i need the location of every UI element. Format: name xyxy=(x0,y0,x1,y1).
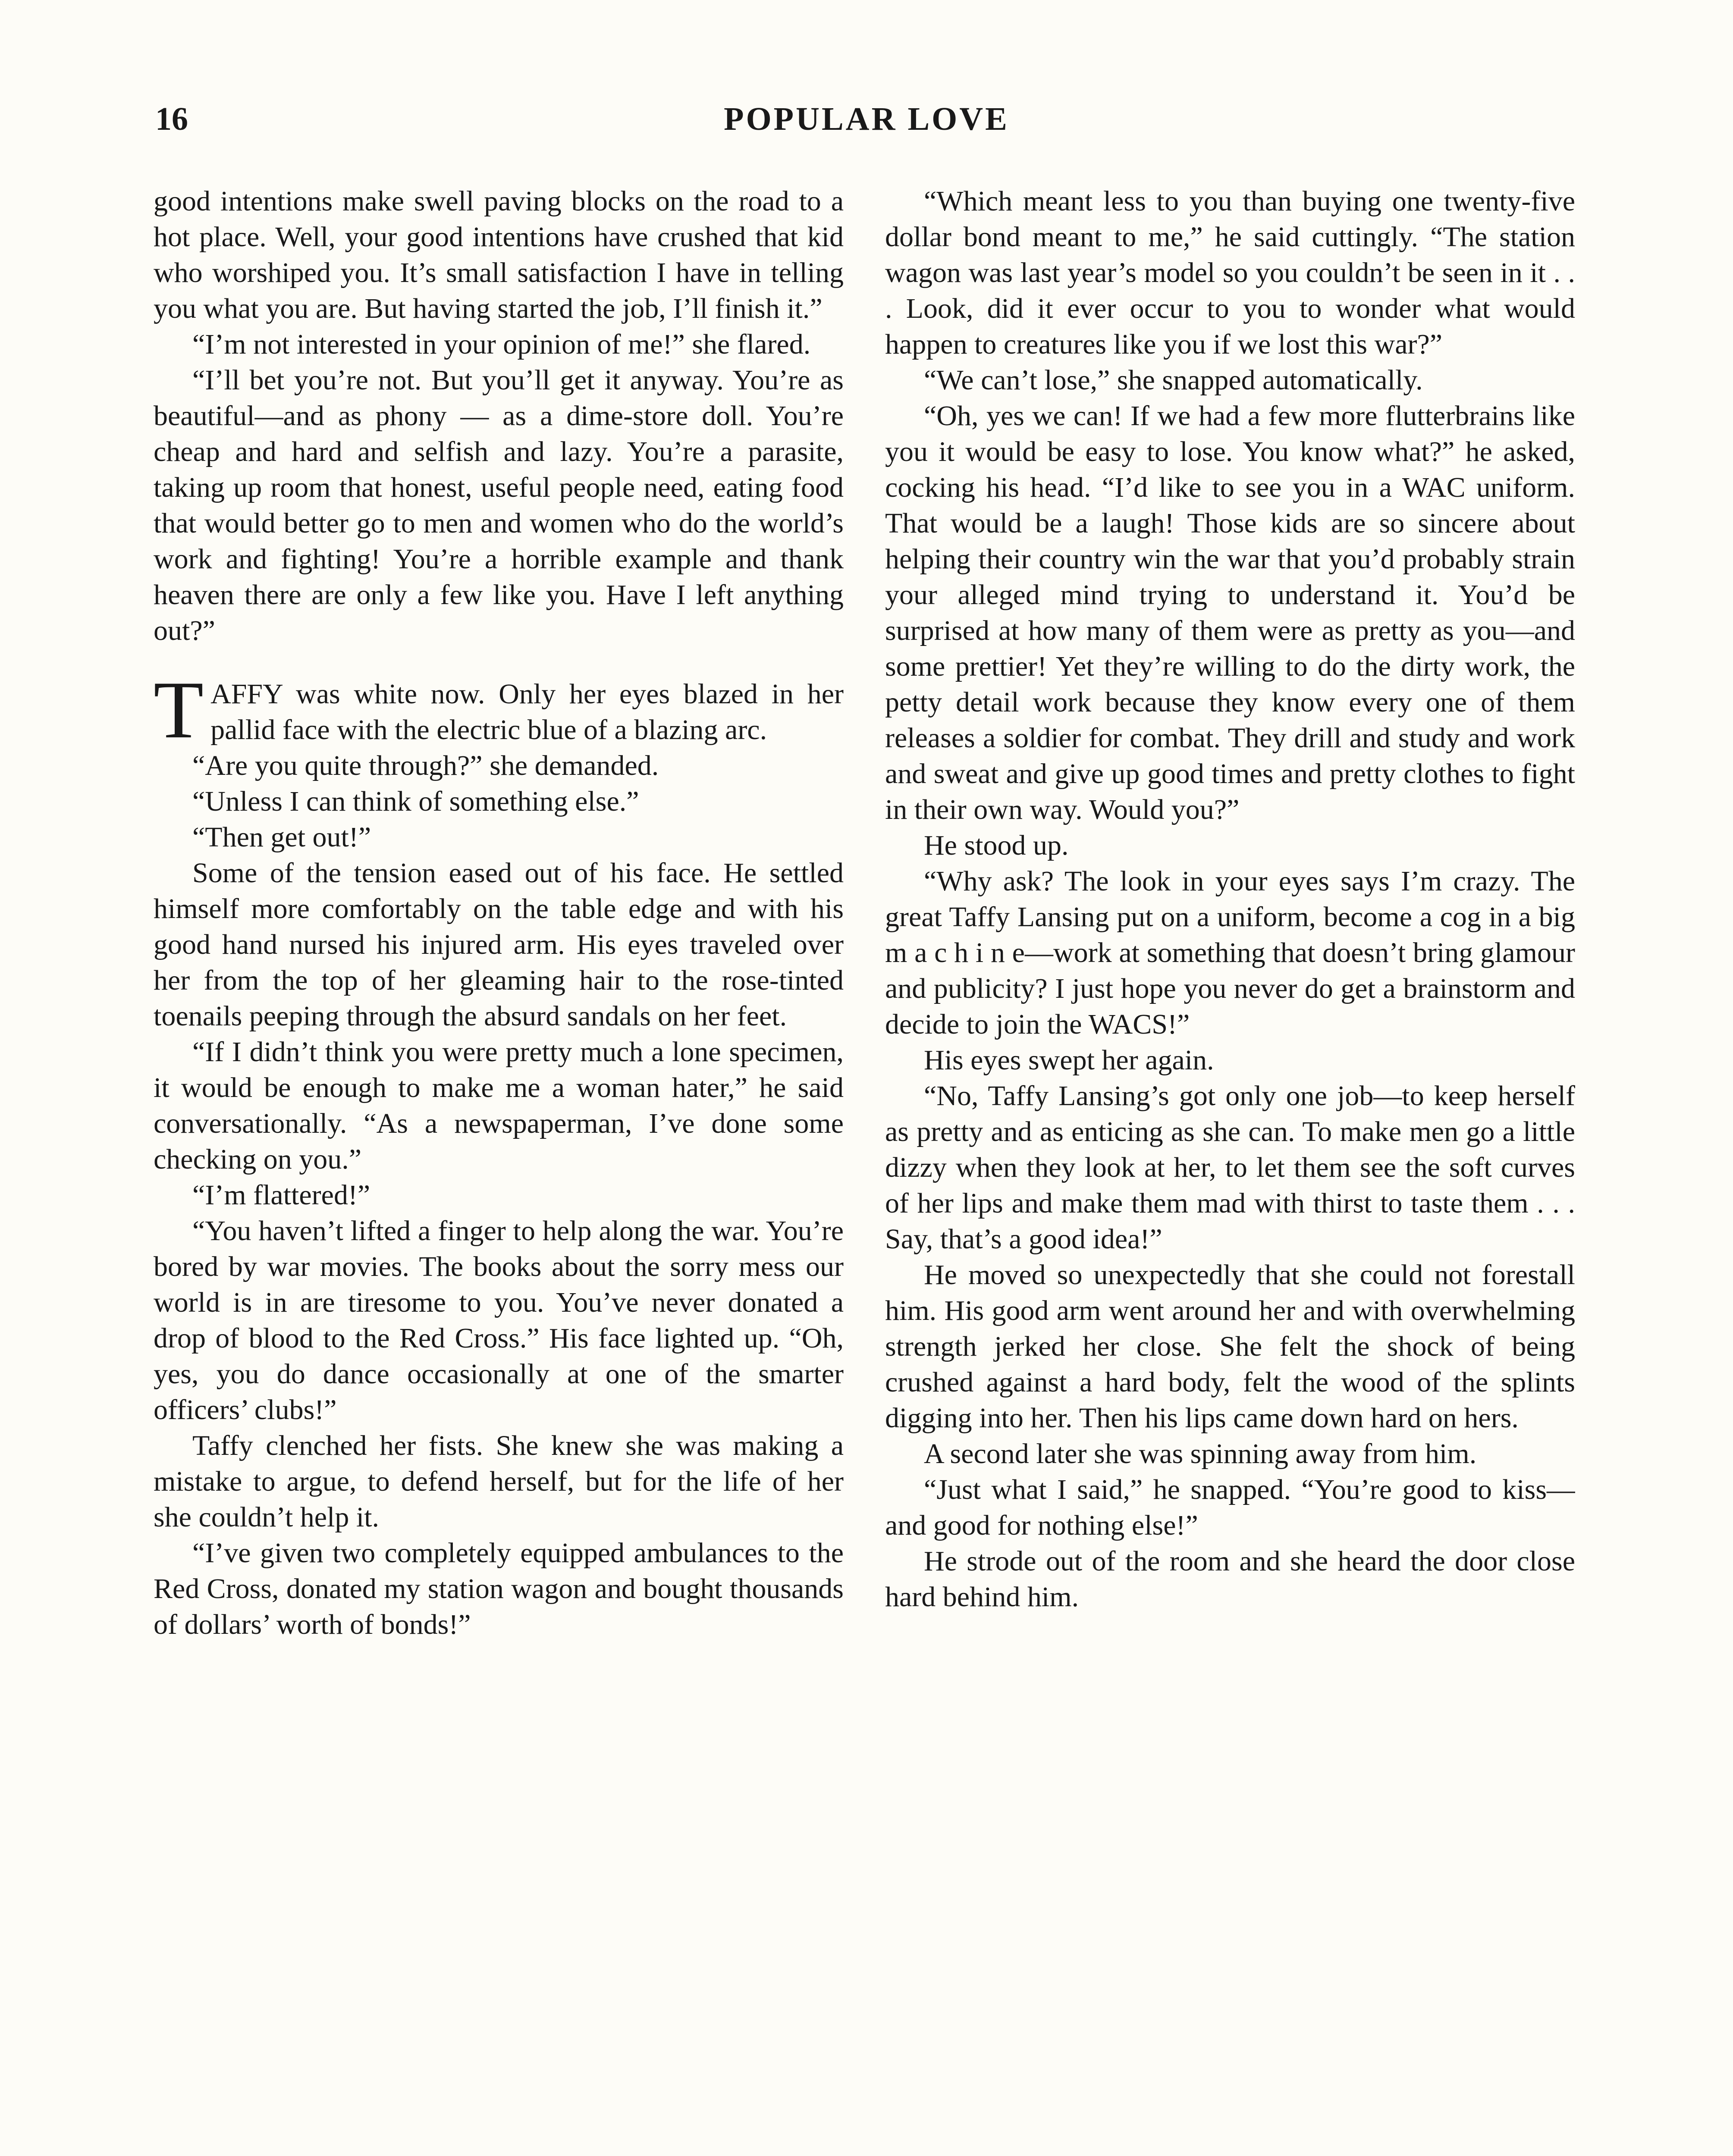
paragraph: “We can’t lose,” she snapped automatically. xyxy=(924,364,1423,396)
section-opening-paragraph xyxy=(154,665,844,755)
paragraph: Some of the tension eased out of his face. He settled himself more comfortably on the table edge and with his good hand nursed his injured arm. His eyes traveled over her from the top of her gleaming hair to the rose-tinted toenails peeping through the absurd sandals on her feet. xyxy=(154,857,844,1032)
left-text-column xyxy=(154,183,844,2156)
paragraph: Taffy clenched her fists. She knew she was making a mistake to argue, to defend herself, but for the life of her she couldn’t help it. xyxy=(154,1430,844,1533)
paragraph: “Just what I said,” he snapped. “You’re good to kiss—and good for nothing else!” xyxy=(885,1474,1575,1541)
page-number: 16 xyxy=(155,101,188,137)
paragraph: “Are you quite through?” she demanded. xyxy=(192,750,659,781)
paragraph: “I’ll bet you’re not. But you’ll get it anyway. You’re as beautiful—and as phony — as a dime-store doll. You’re cheap and hard and selfish and lazy. You’re a parasite, taking up room that honest, useful people need, eating food that would better go to men and women who do the world’s work and fighting! You’re a horrible example and thank heaven there are only a few like you. Have I left anything out?” xyxy=(154,364,844,646)
paragraph: “Oh, yes we can! If we had a few more flutterbrains like you it would be easy to lose. You know what?” he asked, cocking his head. “I’d like to see you in a WAC uniform. That would be a laugh! Those kids are so sincere about helping their country win the war that you’d probably strain your alleged mind trying to understand it. You’d be surprised at how many of them were as pretty as you—and some prettier! Yet they’re willing to do the dirty work, the petty detail work because they know every one of them releases a soldier for combat. They drill and study and work and sweat and give up good times and pretty clothes to fight in their own way. Would you?” xyxy=(885,400,1575,825)
paragraph: “I’ve given two completely equipped ambulances to the Red Cross, donated my station wagon and bought thousands of dollars’ worth of bonds!” xyxy=(154,1537,844,1640)
paragraph: A second later she was spinning away from him. xyxy=(924,1438,1477,1470)
paragraph: “I’m not interested in your opinion of me!” she flared. xyxy=(192,329,811,360)
paragraph: “No, Taffy Lansing’s got only one job—to keep herself as pretty and as enticing as she can. To make men go a little dizzy when they look at her, to let them see the soft curves of her lips and make them mad with thirst to taste them . . . Say, that’s a good idea!” xyxy=(885,1080,1575,1255)
running-head-title: POPULAR LOVE xyxy=(724,101,1009,137)
paragraph: “Which meant less to you than buying one twenty-five dollar bond meant to me,” he said cuttingly. “The station wagon was last year’s model so you couldn’t be seen in it . . . Look, did it ever occur to you to wonder what would happen to creatures like you if we lost this war?” xyxy=(885,185,1575,360)
paragraph: His eyes swept her again. xyxy=(924,1044,1214,1076)
paragraph: “Unless I can think of something else.” xyxy=(192,786,639,817)
paragraph: “You haven’t lifted a finger to help along the war. You’re bored by war movies. The books about the sorry mess our world is in are tiresome to you. You’ve never donated a drop of blood to the Red Cross.” His face lighted up. “Oh, yes, you do dance occasionally at one of the smarter officers’ clubs!” xyxy=(154,1215,844,1426)
paragraph: “Then get out!” xyxy=(192,821,371,853)
paragraph: He strode out of the room and she heard the door close hard behind him. xyxy=(885,1545,1575,1613)
right-text-column xyxy=(885,183,1575,2156)
drop-cap-letter: T xyxy=(154,665,204,755)
paragraph: He moved so unexpectedly that she could not forestall him. His good arm went around her and with overwhelming strength jerked her close. She felt the shock of being crushed against a hard body, felt the wood of the splints digging into her. Then his lips came down hard on hers. xyxy=(885,1259,1575,1434)
paragraph: “I’m flattered!” xyxy=(192,1179,370,1211)
paragraph: “If I didn’t think you were pretty much a lone specimen, it would be enough to make me a woman hater,” he said conversationally. “As a newspaperman, I’ve done some checking on you.” xyxy=(154,1036,844,1175)
paragraph: “Why ask? The look in your eyes says I’m crazy. The great Taffy Lansing put on a uniform, become a cog in a big m a c h i n e—work at something that doesn’t bring glamour and publicity? I just hope you never do get a brainstorm and decide to join the WACS!” xyxy=(885,865,1575,1040)
section-opening-text: AFFY was white now. Only her eyes blazed in her pallid face with the electric blue of a blazing arc. xyxy=(210,678,844,746)
section-divider-space xyxy=(154,649,844,676)
paragraph: good intentions make swell paving blocks on the road to a hot place. Well, your good intentions have crushed that kid who worshiped you. It’s small satisfaction I have in telling you what you are. But having started the job, I’ll finish it.” xyxy=(154,185,844,324)
paragraph: He stood up. xyxy=(924,830,1069,861)
